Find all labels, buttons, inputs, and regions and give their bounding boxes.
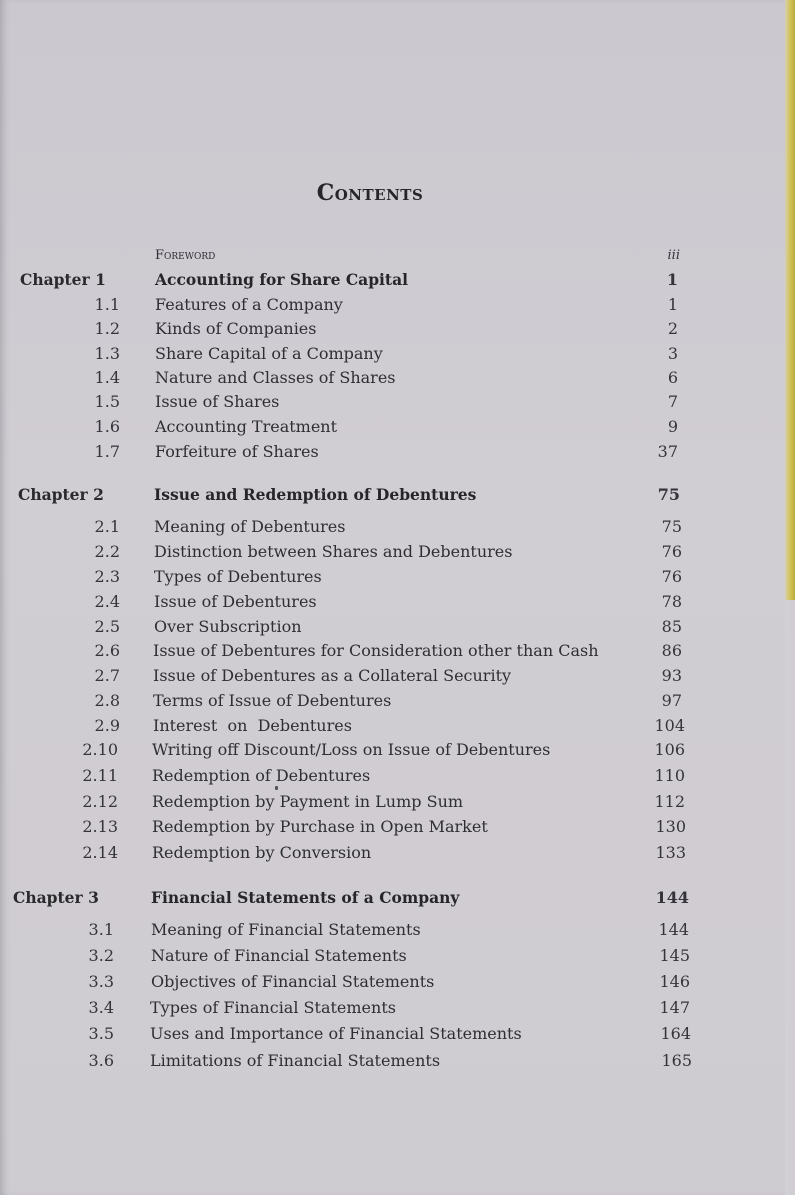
section-number: 1.2 xyxy=(94,319,120,338)
toc-chapter-2 xyxy=(0,483,700,507)
section-number: 2.7 xyxy=(94,666,120,685)
chapter-label: Chapter 3 xyxy=(13,888,99,907)
section-number: 2.13 xyxy=(82,817,118,836)
section-page: 146 xyxy=(659,972,690,991)
toc-row xyxy=(0,440,700,464)
toc-row xyxy=(0,714,700,738)
print-speck xyxy=(275,786,278,790)
section-number: 3.6 xyxy=(88,1051,114,1070)
section-page: 78 xyxy=(661,592,682,611)
section-number: 1.5 xyxy=(94,392,120,411)
section-number: 2.10 xyxy=(82,740,118,759)
chapter-page: 1 xyxy=(666,270,678,289)
page-edge xyxy=(785,600,795,1195)
section-page: 144 xyxy=(658,920,689,939)
toc-row xyxy=(0,738,700,762)
section-page: 9 xyxy=(667,417,678,436)
toc-row xyxy=(0,317,700,341)
toc-row xyxy=(0,415,700,439)
section-title: Share Capital of a Company xyxy=(155,344,383,363)
section-title: Writing off Discount/Loss on Issue of Debentures xyxy=(152,740,551,759)
section-number: 2.11 xyxy=(82,766,118,785)
section-number: 2.6 xyxy=(94,641,120,660)
section-number: 1.3 xyxy=(94,344,120,363)
section-title: Redemption of Debentures xyxy=(152,766,371,785)
chapter-title: Accounting for Share Capital xyxy=(155,270,409,289)
toc-row xyxy=(0,790,700,814)
section-number: 1.4 xyxy=(94,368,120,387)
section-number: 2.5 xyxy=(94,617,120,636)
section-page: 104 xyxy=(654,716,685,735)
section-number: 3.2 xyxy=(88,946,114,965)
toc-row xyxy=(0,590,700,614)
section-number: 2.3 xyxy=(94,567,120,586)
section-title: Issue of Debentures for Consideration other than Cash xyxy=(153,641,599,660)
section-page: 147 xyxy=(659,998,690,1017)
page-title: Contents xyxy=(316,180,424,206)
toc-row xyxy=(0,540,700,564)
section-title: Objectives of Financial Statements xyxy=(151,972,435,991)
section-page: 37 xyxy=(657,442,678,461)
section-title: Terms of Issue of Debentures xyxy=(153,691,392,710)
section-title: Nature of Financial Statements xyxy=(151,946,407,965)
toc-row xyxy=(0,970,700,994)
toc-row xyxy=(0,342,700,366)
section-page: 2 xyxy=(667,319,678,338)
chapter-title: Financial Statements of a Company xyxy=(151,888,460,907)
foreword-label: Foreword xyxy=(155,248,216,263)
section-number: 1.6 xyxy=(94,417,120,436)
toc-row xyxy=(0,515,700,539)
toc-row xyxy=(0,815,700,839)
section-page: 76 xyxy=(661,542,682,561)
section-page: 133 xyxy=(655,843,686,862)
section-number: 2.9 xyxy=(94,716,120,735)
section-number: 3.4 xyxy=(88,998,114,1017)
toc-row xyxy=(0,918,700,942)
section-title: Accounting Treatment xyxy=(155,417,338,436)
section-page: 106 xyxy=(654,740,685,759)
section-title: Redemption by Conversion xyxy=(152,843,372,862)
toc-row xyxy=(0,615,700,639)
section-title: Kinds of Companies xyxy=(155,319,317,338)
toc-row xyxy=(0,664,700,688)
section-number: 2.1 xyxy=(94,517,120,536)
section-page: 110 xyxy=(654,766,685,785)
toc-row xyxy=(0,293,700,317)
chapter-title: Issue and Redemption of Debentures xyxy=(154,485,477,504)
toc-row-foreword xyxy=(0,244,700,268)
chapter-page: 144 xyxy=(655,888,689,907)
section-page: 165 xyxy=(661,1051,692,1070)
section-title: Meaning of Debentures xyxy=(154,517,346,536)
foreword-page: iii xyxy=(667,248,680,263)
section-page: 1 xyxy=(667,295,678,314)
toc-row xyxy=(0,764,700,788)
section-page: 75 xyxy=(661,517,682,536)
section-title: Interest on Debentures xyxy=(153,716,352,735)
chapter-label: Chapter 2 xyxy=(18,485,104,504)
section-page: 112 xyxy=(654,792,685,811)
toc-row xyxy=(0,1049,700,1073)
toc-row xyxy=(0,639,700,663)
toc-row xyxy=(0,944,700,968)
section-page: 3 xyxy=(667,344,678,363)
toc-row xyxy=(0,689,700,713)
section-title: Distinction between Shares and Debentures xyxy=(154,542,513,561)
toc-chapter-3 xyxy=(0,886,700,910)
section-title: Issue of Debentures xyxy=(154,592,317,611)
section-page: 76 xyxy=(661,567,682,586)
section-page: 86 xyxy=(661,641,682,660)
toc-row xyxy=(0,390,700,414)
section-title: Types of Financial Statements xyxy=(150,998,396,1017)
section-title: Limitations of Financial Statements xyxy=(150,1051,441,1070)
section-page: 130 xyxy=(655,817,686,836)
toc-row xyxy=(0,565,700,589)
section-number: 1.7 xyxy=(94,442,120,461)
section-number: 2.8 xyxy=(94,691,120,710)
section-title: Uses and Importance of Financial Statements xyxy=(150,1024,522,1043)
section-title: Meaning of Financial Statements xyxy=(151,920,421,939)
toc-row xyxy=(0,1022,700,1046)
section-number: 2.14 xyxy=(82,843,118,862)
toc-row xyxy=(0,841,700,865)
section-page: 145 xyxy=(659,946,690,965)
section-title: Forfeiture of Shares xyxy=(155,442,319,461)
chapter-label: Chapter 1 xyxy=(20,270,106,289)
section-number: 3.5 xyxy=(88,1024,114,1043)
section-page: 85 xyxy=(661,617,682,636)
section-title: Over Subscription xyxy=(154,617,302,636)
section-number: 2.2 xyxy=(94,542,120,561)
chapter-page: 75 xyxy=(657,485,680,504)
section-number: 3.3 xyxy=(88,972,114,991)
section-page: 6 xyxy=(667,368,678,387)
section-number: 3.1 xyxy=(88,920,114,939)
section-page: 164 xyxy=(660,1024,691,1043)
section-title: Types of Debentures xyxy=(154,567,322,586)
section-title: Redemption by Purchase in Open Market xyxy=(152,817,488,836)
section-title: Issue of Debentures as a Collateral Security xyxy=(153,666,512,685)
toc-chapter-1 xyxy=(0,268,700,292)
section-title: Issue of Shares xyxy=(155,392,280,411)
section-number: 2.4 xyxy=(94,592,120,611)
section-page: 93 xyxy=(661,666,682,685)
page-edge-yellow xyxy=(785,0,795,600)
toc-row xyxy=(0,996,700,1020)
section-title: Redemption by Payment in Lump Sum xyxy=(152,792,464,811)
section-title: Features of a Company xyxy=(155,295,343,314)
toc-row xyxy=(0,366,700,390)
section-page: 7 xyxy=(667,392,678,411)
section-number: 2.12 xyxy=(82,792,118,811)
section-title: Nature and Classes of Shares xyxy=(155,368,396,387)
section-page: 97 xyxy=(661,691,682,710)
section-number: 1.1 xyxy=(94,295,120,314)
